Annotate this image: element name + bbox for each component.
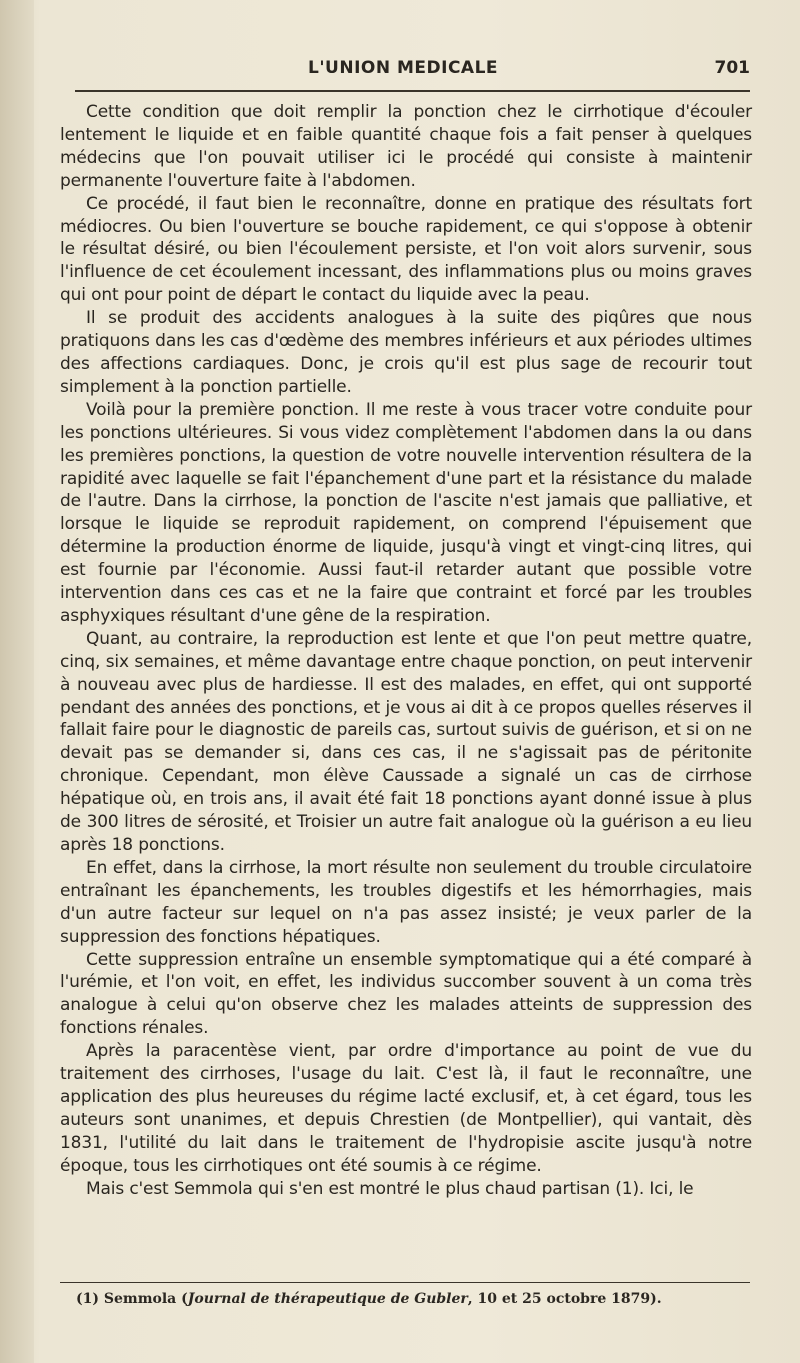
footnote-date: , 10 et 25 octobre 1879). — [467, 1291, 662, 1307]
paragraph: Mais c'est Semmola qui s'en est montré le plus chaud partisan (1). Ici, le — [86, 1178, 694, 1199]
page-binding-edge — [0, 0, 34, 1363]
journal-title: L'UNION MEDICALE — [308, 58, 499, 78]
footnote-rule — [60, 1282, 750, 1283]
footnote-author: Semmola — [103, 1291, 177, 1307]
footnote-open-paren: ( — [181, 1291, 188, 1307]
paragraph: Il se produit des accidents analogues à la suite des piqûres que nous pratiquons dans les cas d'œdème des membres inférieurs et aux périodes ultimes des affections cardiaques. Donc, je crois qu'il est plus sage de recourir tout simplement à la ponction partielle. — [60, 308, 752, 397]
paragraph: Cette condition que doit remplir la ponction chez le cirrhotique d'écouler lentement le liquide et en faible quantité chaque fois a fait penser à quelques médecins que l'on pouvait utiliser ici le procédé qui consiste à maintenir permanente l'ouverture faite à l'abdomen. — [60, 102, 752, 191]
page-number: 701 — [714, 58, 750, 78]
footnote — [76, 1289, 752, 1309]
paragraph: Après la paracentèse vient, par ordre d'importance au point de vue du traitement des cirrhoses, l'usage du lait. C'est là, il faut le reconnaître, une application des plus heureuses du régime lacté exclusif, et, à cet égard, tous les auteurs sont unanimes, et depuis Chrestien (de Montpellier), qui vantait, dès 1831, l'utilité du lait dans le traitement de l'hydropisie ascite jusqu'à notre époque, tous les cirrhotiques ont été soumis à ce régime. — [60, 1041, 752, 1176]
header-rule — [75, 90, 750, 92]
paragraph: Cette suppression entraîne un ensemble symptomatique qui a été comparé à l'urémie, et l'on voit, en effet, les individus succomber souvent à un coma très analogue à celui qu'on observe chez les malades atteints de suppression des fonctions rénales. — [60, 949, 752, 1039]
paragraph: Voilà pour la première ponction. Il me reste à vous tracer votre conduite pour les ponctions ultérieures. Si vous videz complètement l'abdomen dans la ou dans les premières ponctions, la question de votre nouvelle intervention résultera de la rapidité avec laquelle se fait l'épanchement d'une part et la résistance du malade de l'autre. Dans la cirrhose, la ponction de l'ascite n'est jamais que palliative, et lorsque le liquide se reproduit rapidement, on comprend l'épuisement que détermine la production énorme de liquide, jusqu'à vingt et vingt-cinq litres, qui est fournie par l'économie. Aussi faut-il retarder autant que possible votre intervention dans ces cas et ne la faire que contraint et forcé par les troubles asphyxiques résultant d'une gêne de la respiration. — [60, 399, 752, 626]
footnote-marker: (1) — [76, 1291, 99, 1307]
paragraph: Ce procédé, il faut bien le reconnaître, donne en pratique des résultats fort médiocres. Ou bien l'ouverture se bouche rapidement, ce qui s'oppose à obtenir le résultat désiré, ou bien l'écoulement persiste, et l'on voit alors survenir, sous l'influence de cet écoulement incessant, des inflammations plus ou moins graves qui ont pour point de départ le contact du liquide avec la peau. — [60, 193, 752, 306]
article-body — [60, 101, 752, 1201]
paragraph: En effet, dans la cirrhose, la mort résulte non seulement du trouble circulatoire entraînant les épanchements, les troubles digestifs et les hémorrhagies, mais d'un autre facteur sur lequel on n'a pas assez insisté; je veux parler de la suppression des fonctions hépatiques. — [60, 857, 752, 947]
footnote-journal: Journal de thérapeutique de Gubler — [187, 1291, 468, 1307]
running-header — [60, 58, 750, 84]
paragraph: Quant, au contraire, la reproduction est lente et que l'on peut mettre quatre, cinq, six semaines, et même davantage entre chaque ponction, on peut intervenir à nouveau avec plus de hardiesse. Il est des malades, en effet, qui ont supporté pendant des années des ponctions, et je vous ai dit à ce propos quelles réserves il fallait faire pour le diagnostic de pareils cas, surtout suivis de guérison, et si on ne devait pas se demander si, dans ces cas, il ne s'agissait pas de péritonite chronique. Cependant, mon élève Caussade a signalé un cas de cirrhose hépatique où, en trois ans, il avait été fait 18 ponctions ayant donné issue à plus de 300 litres de sérosité, et Troisier un autre fait analogue où la guérison a eu lieu après 18 ponctions. — [60, 628, 752, 855]
